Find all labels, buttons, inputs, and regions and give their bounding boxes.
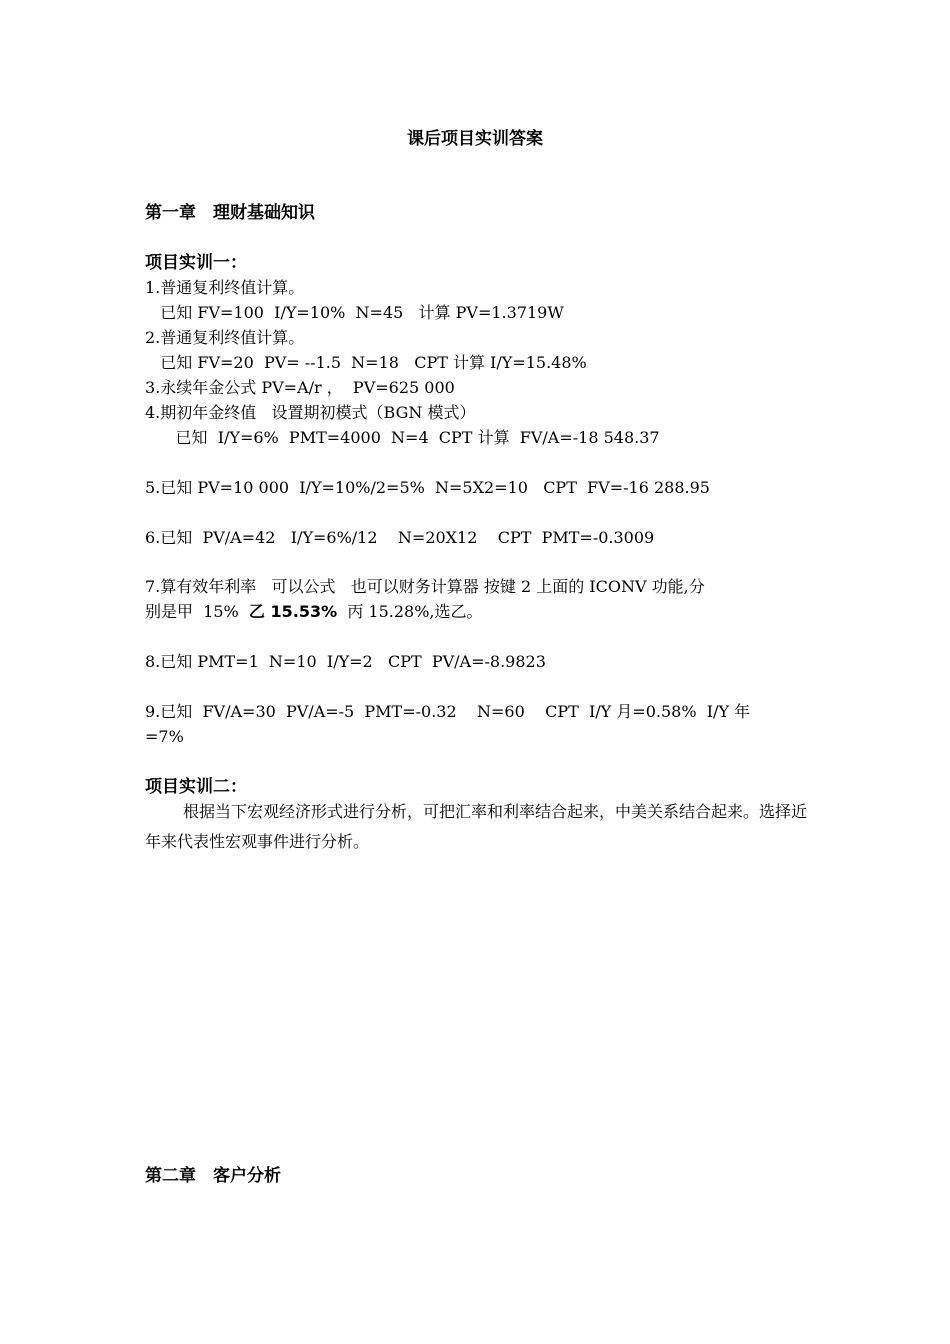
answer-line-4-detail: 已知 I/Y=6% PMT=4000 N=4 CPT 计算 FV/A=-18 548.37 <box>145 428 660 447</box>
answer-line-1: 1.普通复利终值计算。 <box>145 278 305 297</box>
answer-line-9-continued: =7% <box>145 727 184 746</box>
answer-line-7-continued <box>145 602 483 622</box>
answer-line-5: 5.已知 PV=10 000 I/Y=10%/2=5% N=5X2=10 CPT FV=-16 288.95 <box>145 478 710 497</box>
answer-line-6: 6.已知 PV/A=42 I/Y=6%/12 N=20X12 CPT PMT=-0.3009 <box>145 528 655 547</box>
answer-line-8: 8.已知 PMT=1 N=10 I/Y=2 CPT PV/A=-8.9823 <box>145 652 546 671</box>
answer-line-3: 3.永续年金公式 PV=A/r ， PV=625 000 <box>145 378 455 397</box>
training-2-heading: 项目实训二： <box>145 777 247 797</box>
answer-7-option-c: 丙 15.28%,选乙。 <box>337 602 483 621</box>
answer-line-2-detail: 已知 FV=20 PV= --1.5 N=18 CPT 计算 I/Y=15.48% <box>145 353 587 372</box>
answer-line-4: 4.期初年金终值 设置期初模式（BGN 模式） <box>145 403 476 422</box>
answer-7-option-b: 乙 15.53% <box>248 602 338 621</box>
chapter-2-heading: 第二章 客户分析 <box>145 1166 281 1186</box>
training-2-paragraph: 根据当下宏观经济形式进行分析，可把汇率和利率结合起来，中美关系结合起来。选择近年来代表性宏观事件进行分析。 <box>145 802 808 851</box>
answer-line-7: 7.算有效年利率 可以公式 也可以财务计算器 按键 2 上面的 ICONV 功能,分 <box>145 577 705 596</box>
document-title: 课后项目实训答案 <box>407 129 543 149</box>
chapter-1-heading: 第一章 理财基础知识 <box>145 203 315 223</box>
answer-line-9: 9.已知 FV/A=30 PV/A=-5 PMT=-0.32 N=60 CPT I/Y 月=0.58% I/Y 年 <box>145 702 751 721</box>
answer-line-2: 2.普通复利终值计算。 <box>145 328 305 347</box>
answer-line-1-detail: 已知 FV=100 I/Y=10% N=45 计算 PV=1.3719W <box>145 303 564 322</box>
training-1-heading: 项目实训一： <box>145 253 247 273</box>
answer-7-option-a: 别是甲 15% <box>145 602 249 621</box>
